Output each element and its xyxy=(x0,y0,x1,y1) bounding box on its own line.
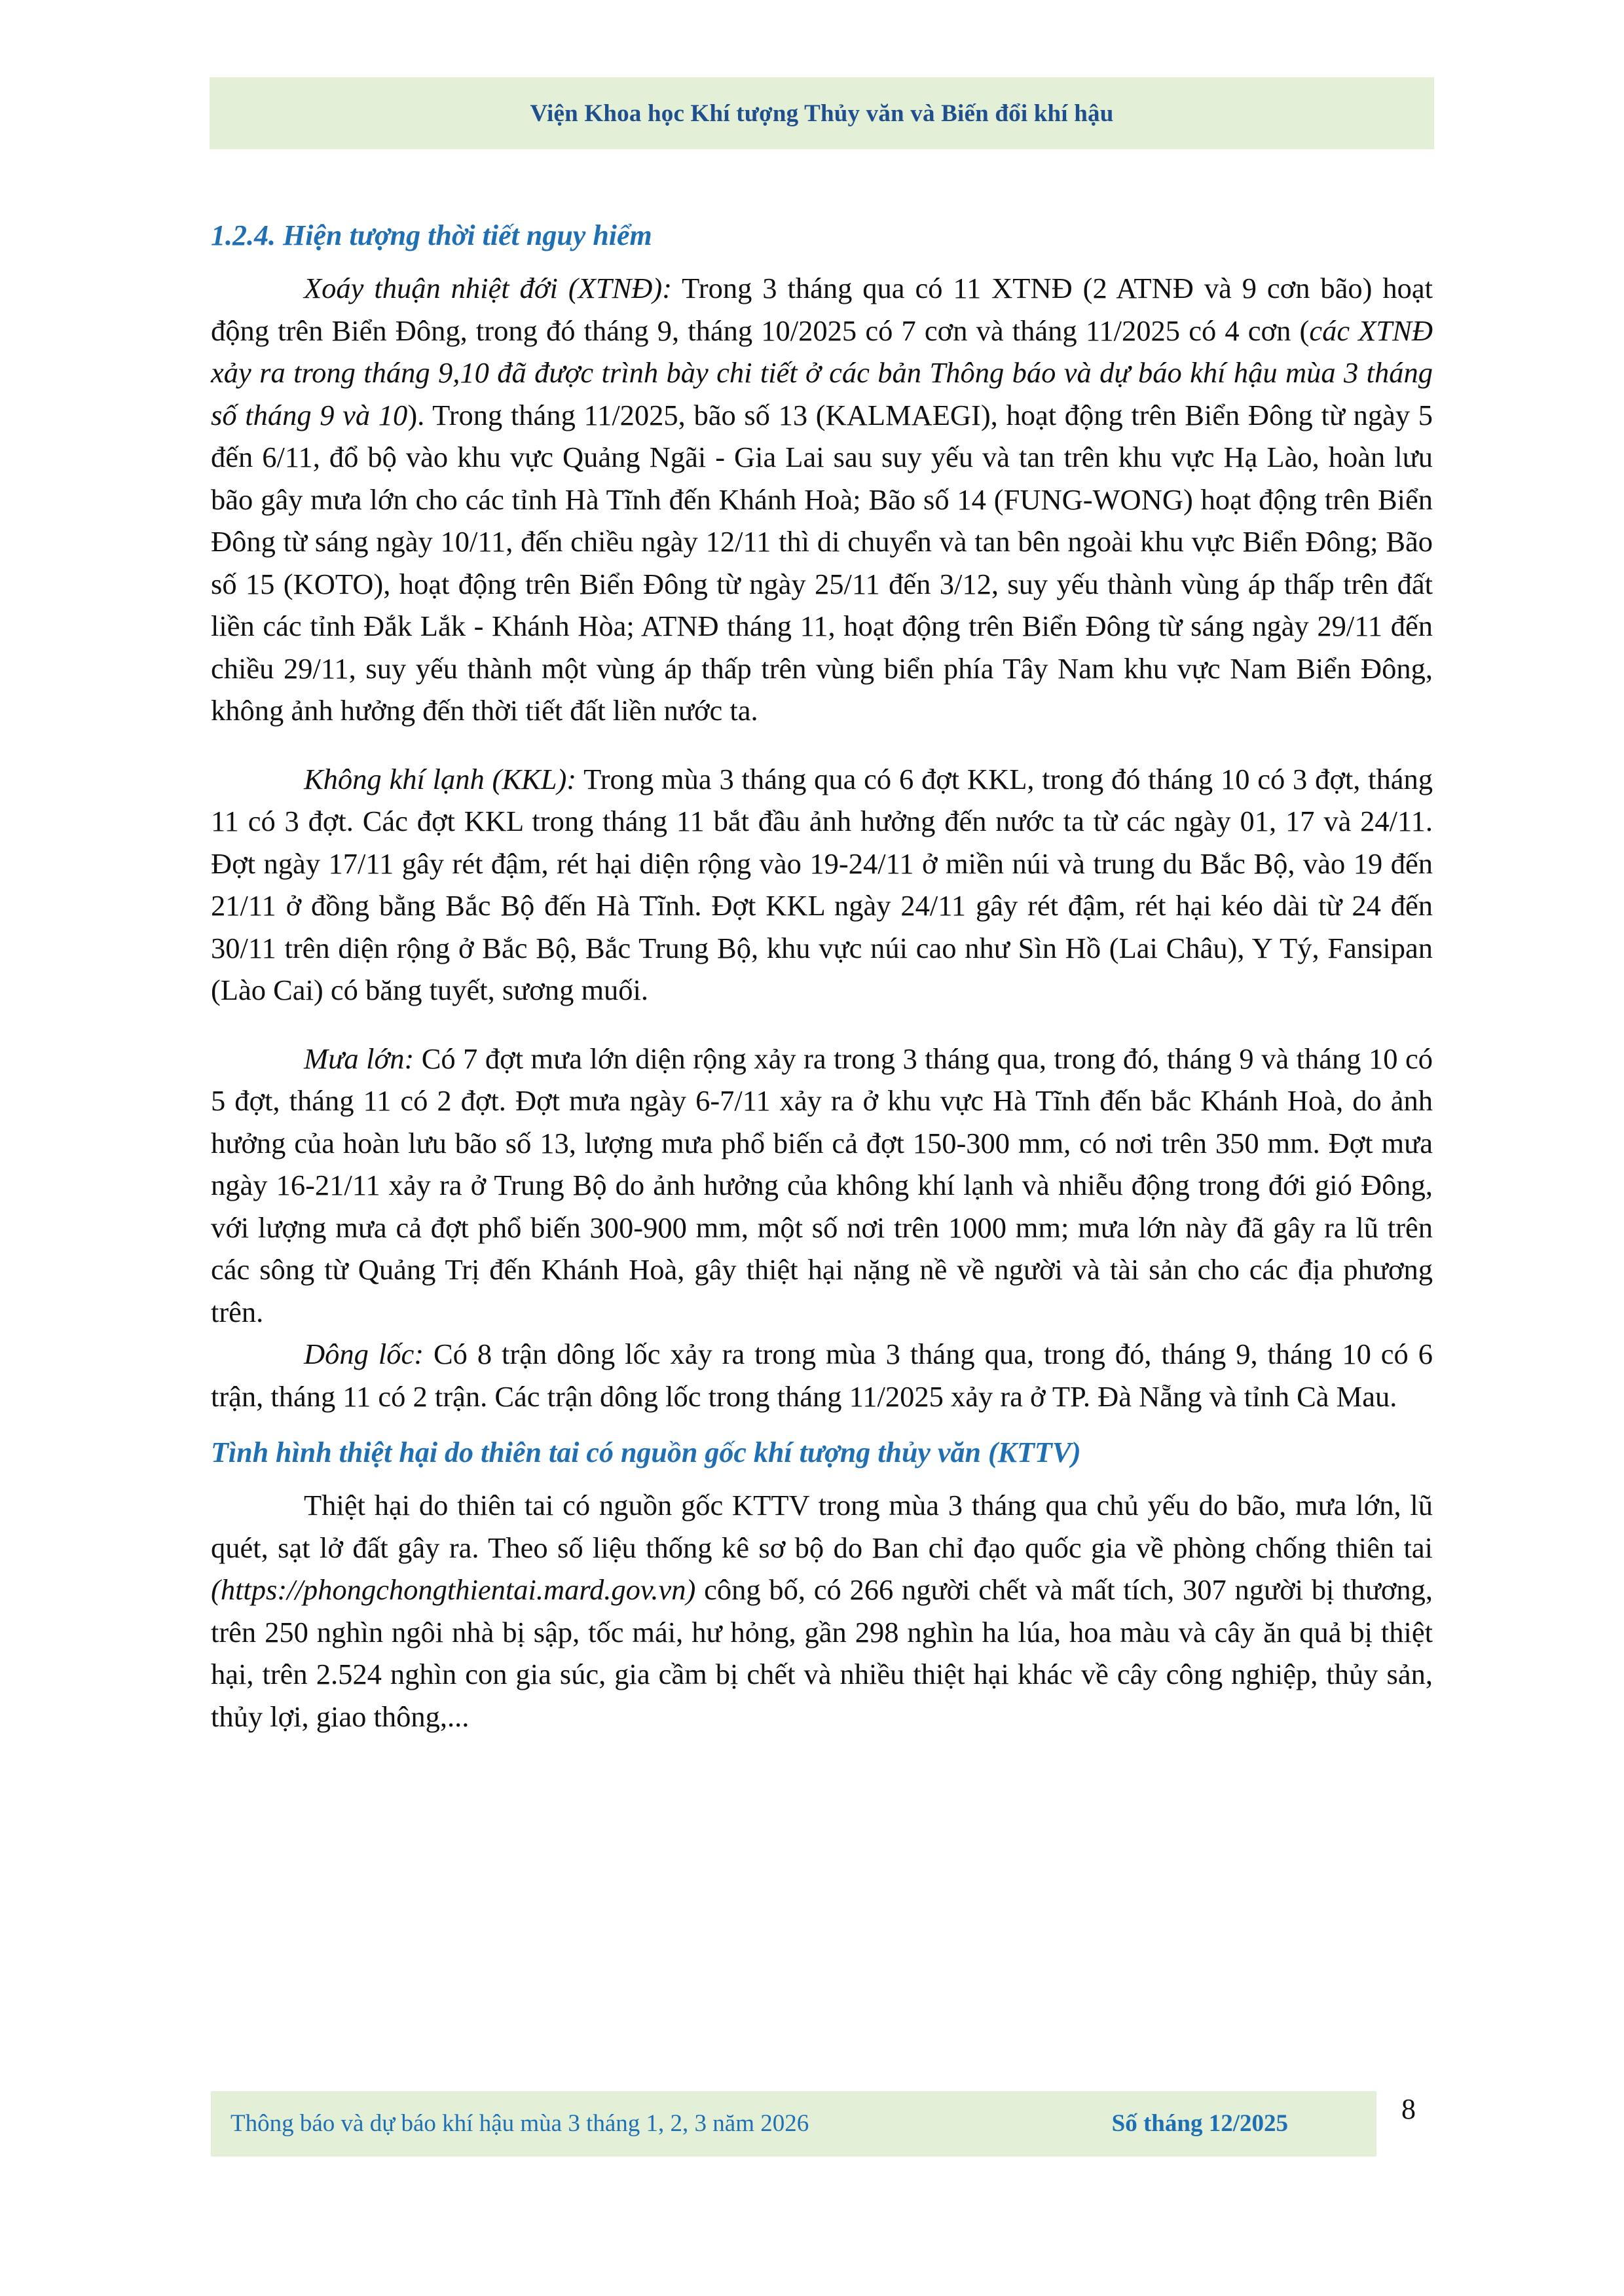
header-band xyxy=(210,77,1434,149)
header-title: Viện Khoa học Khí tượng Thủy văn và Biến đổi khí hậu xyxy=(530,100,1114,127)
paragraph-lead: Xoáy thuận nhiệt đới (XTNĐ): xyxy=(304,272,673,304)
paragraph-text: Trong mùa 3 tháng qua có 6 đợt KKL, trong đó tháng 10 có 3 đợt, tháng 11 có 3 đợt. Các đợt KKL trong tháng 11 bắt đầu ảnh hưởng đến nước ta từ các ngày 01, 17 và 24/11. Đợt ngày 17/11 gây rét đậm, rét hại diện rộng vào 19-24/11 ở miền núi và trung du Bắc Bộ, vào 19 đến 21/11 ở đồng bằng Bắc Bộ đến Hà Tĩnh. Đợt KKL ngày 24/11 gây rét đậm, rét hại kéo dài từ 24 đến 30/11 trên diện rộng ở Bắc Bộ, Bắc Trung Bộ, khu vực núi cao như Sìn Hồ (Lai Châu), Y Tý, Fansipan (Lào Cai) có băng tuyết, sương muối. xyxy=(211,762,1433,1006)
footer-issue xyxy=(1112,2109,1288,2138)
paragraph-text: Trong 3 tháng qua có 11 XTNĐ (2 ATNĐ và 9 cơn bão) hoạt động trên Biển Đông, trong đó tháng 9, tháng 10/2025 có 7 cơn và tháng 11/2025 có 4 cơn ( xyxy=(211,272,1433,347)
paragraph-text: Có 7 đợt mưa lớn diện rộng xảy ra trong 3 tháng qua, trong đó, tháng 9 và tháng 10 có 5 đợt, tháng 11 có 2 đợt. Đợt mưa ngày 6-7/11 xảy ra ở khu vực Hà Tĩnh đến bắc Khánh Hoà, do ảnh hưởng của hoàn lưu bão số 13, lượng mưa phổ biến cả đợt 150-300 mm, có nơi trên 350 mm. Đợt mưa ngày 16-21/11 xảy ra ở Trung Bộ do ảnh hưởng của không khí lạnh và nhiễu động trong đới gió Đông, với lượng mưa cả đợt phổ biến 300-900 mm, một số nơi trên 1000 mm; mưa lớn này đã gây ra lũ trên các sông từ Quảng Trị đến Khánh Hoà, gây thiệt hại nặng nề về người và tài sản cho các địa phương trên. xyxy=(211,1042,1433,1328)
paragraph-text: Thiệt hại do thiên tai có nguồn gốc KTTV trong mùa 3 tháng qua chủ yếu do bão, mưa lớn, lũ quét, sạt lở đất gây ra. Theo số liệu thống kê sơ bộ do Ban chỉ đạo quốc gia về phòng chống thiên tai xyxy=(211,1489,1433,1564)
paragraph-damage xyxy=(211,1484,1433,1738)
footer-issue-value: tháng 12/2025 xyxy=(1143,2110,1288,2137)
damage-heading: Tình hình thiệt hại do thiên tai có nguồn gốc khí tượng thủy văn (KTTV) xyxy=(211,1436,1081,1468)
paragraph-cold-air xyxy=(211,758,1433,1011)
footer-issue-label: Số xyxy=(1111,2110,1137,2137)
paragraph-lead: Dông lốc: xyxy=(304,1338,424,1370)
paragraph-text: công bố, có 266 người chết và mất tích, 307 người bị thương, trên 250 nghìn ngôi nhà bị sập, tốc mái, hư hỏng, gần 298 nghìn ha lúa, hoa màu và cây ăn quả bị thiệt hại, trên 2.524 nghìn con gia súc, gia cầm bị chết và nhiều thiệt hại khác về cây công nghiệp, thủy sản, thủy lợi, giao thông,... xyxy=(211,1573,1433,1733)
page-content xyxy=(211,196,1433,1738)
footer-publication-title: Thông báo và dự báo khí hậu mùa 3 tháng 1, 2, 3 năm 2026 xyxy=(231,2110,809,2137)
section-heading: 1.2.4. Hiện tượng thời tiết nguy hiểm xyxy=(211,219,652,251)
paragraph-text: ). Trong tháng 11/2025, bão số 13 (KALMAEGI), hoạt động trên Biển Đông từ ngày 5 đến 6/11, đổ bộ vào khu vực Quảng Ngãi - Gia Lai sau suy yếu và tan trên khu vực Hạ Lào, hoàn lưu bão gây mưa lớn cho các tỉnh Hà Tĩnh đến Khánh Hoà; Bão số 14 (FUNG-WONG) hoạt động trên Biển Đông từ sáng ngày 10/11, đến chiều ngày 12/11 thì di chuyển và tan bên ngoài khu vực Biển Đông; Bão số 15 (KOTO), hoạt động trên Biển Đông từ ngày 25/11 đến 3/12, suy yếu thành vùng áp thấp trên đất liền các tỉnh Đắk Lắk - Khánh Hòa; ATNĐ tháng 11, hoạt động trên Biển Đông từ sáng ngày 29/11 đến chiều 29/11, suy yếu thành một vùng áp thấp trên vùng biển phía Tây Nam khu vực Nam Biển Đông, không ảnh hưởng đến thời tiết đất liền nước ta. xyxy=(211,398,1433,727)
paragraph-heavy-rain xyxy=(211,1038,1433,1334)
paragraph-lead: Không khí lạnh (KKL): xyxy=(304,762,577,795)
footer-band xyxy=(211,2091,1376,2157)
paragraph-thunderstorm xyxy=(211,1333,1433,1417)
paragraph-text: Có 8 trận dông lốc xảy ra trong mùa 3 tháng qua, trong đó, tháng 9, tháng 10 có 6 trận, tháng 11 có 2 trận. Các trận dông lốc trong tháng 11/2025 xảy ra ở TP. Đà Nẵng và tỉnh Cà Mau. xyxy=(211,1338,1433,1413)
paragraph-italic-note: các XTNĐ xảy ra trong tháng 9,10 đã được trình bày chi tiết ở các bản Thông báo và dự báo khí hậu mùa 3 tháng số tháng 9 và 10 xyxy=(211,314,1433,431)
paragraph-lead: Mưa lớn: xyxy=(304,1042,415,1075)
source-link-text: (https://phongchongthientai.mard.gov.vn) xyxy=(211,1573,696,1606)
page-number: 8 xyxy=(1401,2093,1416,2125)
paragraph-tropical-cyclone xyxy=(211,267,1433,732)
